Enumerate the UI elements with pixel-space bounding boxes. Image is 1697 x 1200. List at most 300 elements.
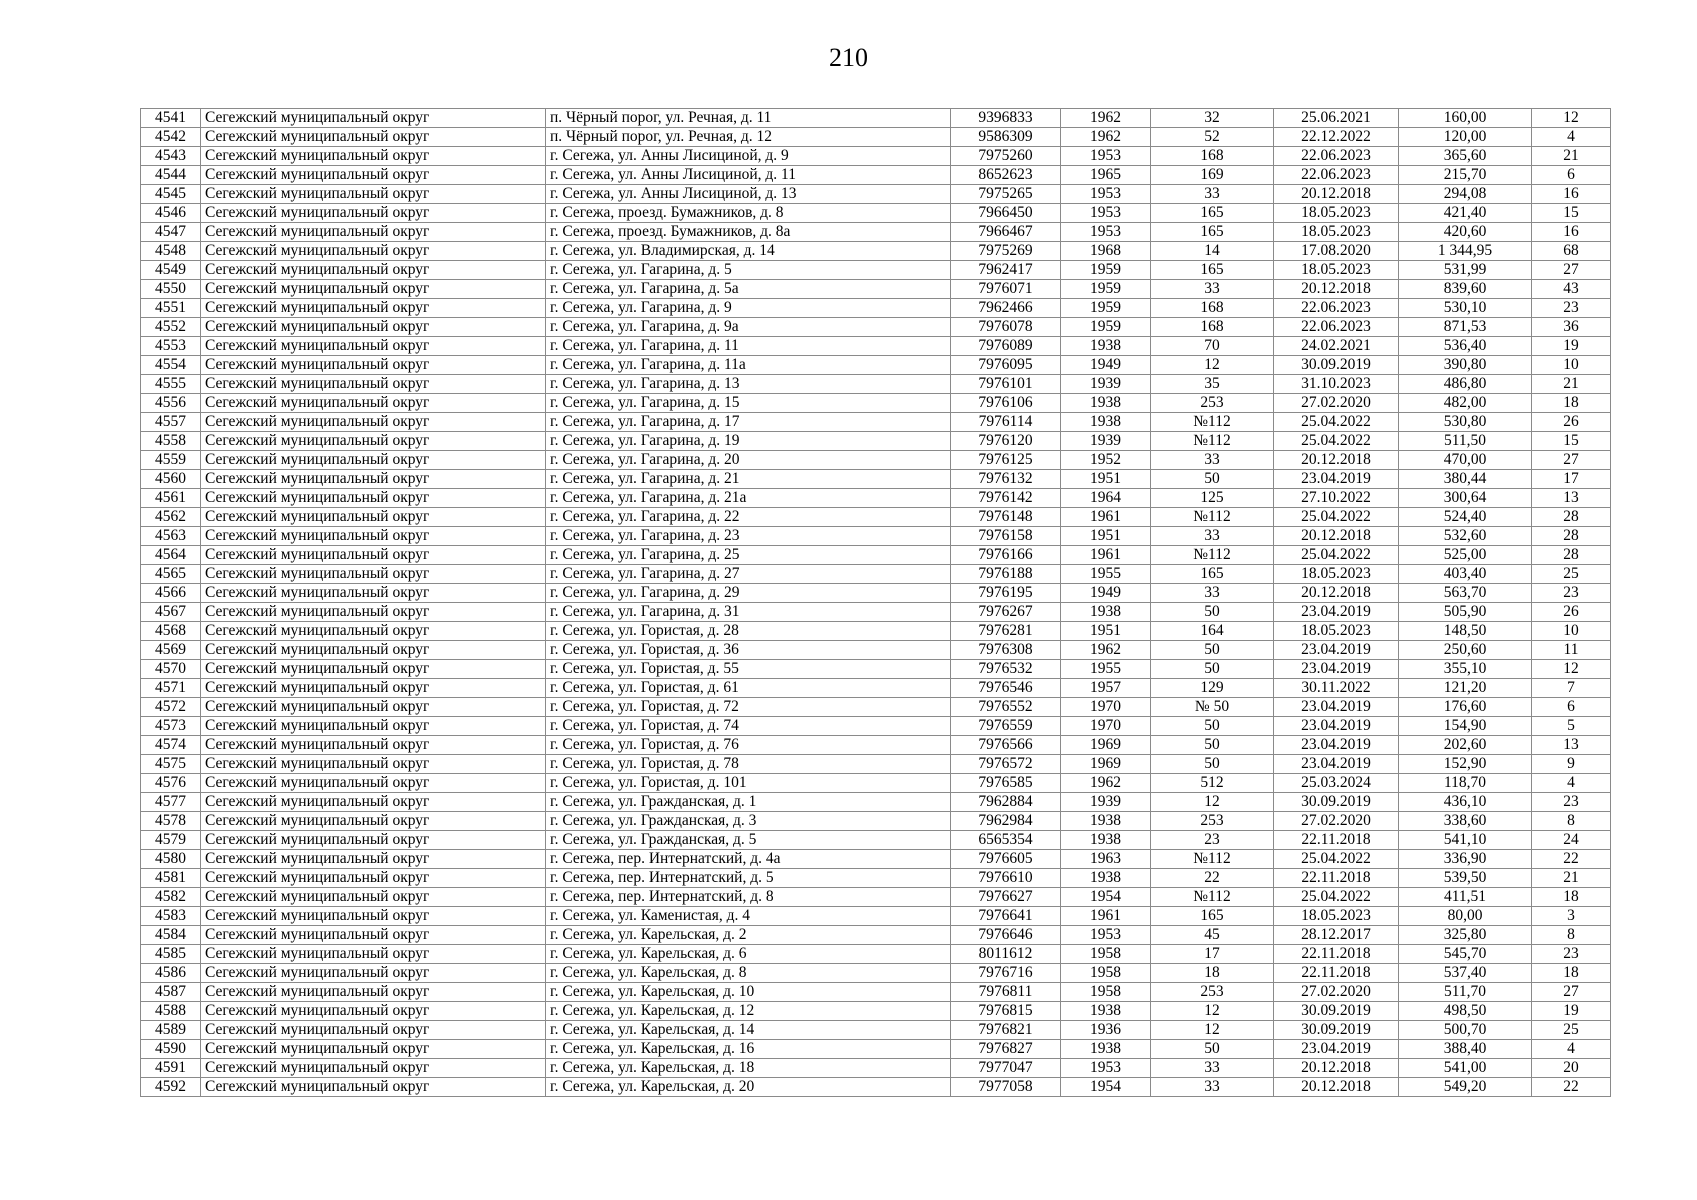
year-built-cell: 1959 <box>1061 280 1151 299</box>
residents-count-cell: 68 <box>1532 242 1611 261</box>
year-built-cell: 1936 <box>1061 1021 1151 1040</box>
table-row <box>141 945 1611 964</box>
table-row <box>141 584 1611 603</box>
table-row <box>141 755 1611 774</box>
year-built-cell: 1961 <box>1061 546 1151 565</box>
row-number-cell: 4566 <box>141 584 201 603</box>
address-cell: г. Сегежа, ул. Гористая, д. 74 <box>546 717 951 736</box>
residents-count-cell: 18 <box>1532 394 1611 413</box>
address-cell: г. Сегежа, ул. Анны Лисициной, д. 13 <box>546 185 951 204</box>
residents-count-cell: 28 <box>1532 546 1611 565</box>
municipality-cell: Сегежский муниципальный округ <box>201 508 546 527</box>
residents-count-cell: 43 <box>1532 280 1611 299</box>
area-cell: 537,40 <box>1399 964 1532 983</box>
year-built-cell: 1953 <box>1061 1059 1151 1078</box>
table-row <box>141 470 1611 489</box>
address-cell: г. Сегежа, ул. Гагарина, д. 5 <box>546 261 951 280</box>
municipality-cell: Сегежский муниципальный округ <box>201 1078 546 1097</box>
municipality-cell: Сегежский муниципальный округ <box>201 926 546 945</box>
area-cell: 80,00 <box>1399 907 1532 926</box>
municipality-cell: Сегежский муниципальный округ <box>201 375 546 394</box>
municipality-cell: Сегежский муниципальный округ <box>201 774 546 793</box>
year-built-cell: 1957 <box>1061 679 1151 698</box>
document-number-cell: № 50 <box>1151 698 1274 717</box>
year-built-cell: 1938 <box>1061 603 1151 622</box>
residents-count-cell: 28 <box>1532 527 1611 546</box>
year-built-cell: 1938 <box>1061 394 1151 413</box>
building-id-cell: 7976089 <box>951 337 1061 356</box>
address-cell: г. Сегежа, пер. Интернатский, д. 5 <box>546 869 951 888</box>
building-id-cell: 7976811 <box>951 983 1061 1002</box>
document-number-cell: 33 <box>1151 1059 1274 1078</box>
row-number-cell: 4589 <box>141 1021 201 1040</box>
building-id-cell: 7962884 <box>951 793 1061 812</box>
municipality-cell: Сегежский муниципальный округ <box>201 983 546 1002</box>
residents-count-cell: 20 <box>1532 1059 1611 1078</box>
table-row <box>141 337 1611 356</box>
document-date-cell: 20.12.2018 <box>1274 451 1399 470</box>
municipality-cell: Сегежский муниципальный округ <box>201 850 546 869</box>
municipality-cell: Сегежский муниципальный округ <box>201 964 546 983</box>
building-id-cell: 7976716 <box>951 964 1061 983</box>
year-built-cell: 1938 <box>1061 1002 1151 1021</box>
row-number-cell: 4573 <box>141 717 201 736</box>
building-id-cell: 7976585 <box>951 774 1061 793</box>
document-number-cell: №112 <box>1151 413 1274 432</box>
municipality-cell: Сегежский муниципальный округ <box>201 1059 546 1078</box>
document-date-cell: 23.04.2019 <box>1274 660 1399 679</box>
building-id-cell: 7976101 <box>951 375 1061 394</box>
document-number-cell: 164 <box>1151 622 1274 641</box>
table-row <box>141 109 1611 128</box>
row-number-cell: 4571 <box>141 679 201 698</box>
year-built-cell: 1970 <box>1061 717 1151 736</box>
area-cell: 148,50 <box>1399 622 1532 641</box>
year-built-cell: 1963 <box>1061 850 1151 869</box>
table-row <box>141 1059 1611 1078</box>
building-id-cell: 7976552 <box>951 698 1061 717</box>
area-cell: 365,60 <box>1399 147 1532 166</box>
address-cell: г. Сегежа, ул. Гражданская, д. 3 <box>546 812 951 831</box>
area-cell: 470,00 <box>1399 451 1532 470</box>
document-number-cell: 45 <box>1151 926 1274 945</box>
row-number-cell: 4562 <box>141 508 201 527</box>
area-cell: 120,00 <box>1399 128 1532 147</box>
document-number-cell: 52 <box>1151 128 1274 147</box>
document-number-cell: 129 <box>1151 679 1274 698</box>
building-id-cell: 7966450 <box>951 204 1061 223</box>
row-number-cell: 4582 <box>141 888 201 907</box>
document-date-cell: 20.12.2018 <box>1274 185 1399 204</box>
document-date-cell: 25.04.2022 <box>1274 850 1399 869</box>
building-id-cell: 7975269 <box>951 242 1061 261</box>
area-cell: 531,99 <box>1399 261 1532 280</box>
address-cell: г. Сегежа, ул. Карельская, д. 18 <box>546 1059 951 1078</box>
area-cell: 524,40 <box>1399 508 1532 527</box>
document-date-cell: 25.04.2022 <box>1274 413 1399 432</box>
residents-count-cell: 19 <box>1532 1002 1611 1021</box>
row-number-cell: 4585 <box>141 945 201 964</box>
area-cell: 152,90 <box>1399 755 1532 774</box>
area-cell: 482,00 <box>1399 394 1532 413</box>
document-number-cell: 12 <box>1151 1002 1274 1021</box>
area-cell: 505,90 <box>1399 603 1532 622</box>
document-date-cell: 23.04.2019 <box>1274 470 1399 489</box>
area-cell: 202,60 <box>1399 736 1532 755</box>
residents-count-cell: 25 <box>1532 1021 1611 1040</box>
area-cell: 380,44 <box>1399 470 1532 489</box>
building-id-cell: 7976195 <box>951 584 1061 603</box>
row-number-cell: 4546 <box>141 204 201 223</box>
area-cell: 118,70 <box>1399 774 1532 793</box>
address-cell: г. Сегежа, ул. Гагарина, д. 20 <box>546 451 951 470</box>
year-built-cell: 1953 <box>1061 204 1151 223</box>
building-id-cell: 7976572 <box>951 755 1061 774</box>
address-cell: г. Сегежа, ул. Гористая, д. 36 <box>546 641 951 660</box>
table-row <box>141 204 1611 223</box>
document-date-cell: 31.10.2023 <box>1274 375 1399 394</box>
residents-count-cell: 24 <box>1532 831 1611 850</box>
building-id-cell: 7976120 <box>951 432 1061 451</box>
residents-count-cell: 6 <box>1532 166 1611 185</box>
document-date-cell: 22.11.2018 <box>1274 869 1399 888</box>
row-number-cell: 4570 <box>141 660 201 679</box>
area-cell: 536,40 <box>1399 337 1532 356</box>
residents-count-cell: 25 <box>1532 565 1611 584</box>
residents-count-cell: 15 <box>1532 432 1611 451</box>
building-id-cell: 7962984 <box>951 812 1061 831</box>
year-built-cell: 1939 <box>1061 793 1151 812</box>
year-built-cell: 1939 <box>1061 432 1151 451</box>
residents-count-cell: 7 <box>1532 679 1611 698</box>
document-number-cell: 165 <box>1151 204 1274 223</box>
row-number-cell: 4554 <box>141 356 201 375</box>
document-number-cell: 33 <box>1151 185 1274 204</box>
area-cell: 176,60 <box>1399 698 1532 717</box>
municipality-cell: Сегежский муниципальный округ <box>201 185 546 204</box>
address-cell: г. Сегежа, ул. Карельская, д. 2 <box>546 926 951 945</box>
document-number-cell: №112 <box>1151 546 1274 565</box>
residents-count-cell: 5 <box>1532 717 1611 736</box>
row-number-cell: 4550 <box>141 280 201 299</box>
document-number-cell: 50 <box>1151 736 1274 755</box>
municipality-cell: Сегежский муниципальный округ <box>201 546 546 565</box>
residents-count-cell: 9 <box>1532 755 1611 774</box>
document-number-cell: 165 <box>1151 565 1274 584</box>
row-number-cell: 4569 <box>141 641 201 660</box>
table-row <box>141 318 1611 337</box>
table-row <box>141 888 1611 907</box>
residents-count-cell: 16 <box>1532 185 1611 204</box>
row-number-cell: 4567 <box>141 603 201 622</box>
document-date-cell: 30.09.2019 <box>1274 356 1399 375</box>
table-row <box>141 394 1611 413</box>
year-built-cell: 1938 <box>1061 337 1151 356</box>
document-date-cell: 22.06.2023 <box>1274 166 1399 185</box>
municipality-cell: Сегежский муниципальный округ <box>201 451 546 470</box>
address-cell: г. Сегежа, ул. Гагарина, д. 9 <box>546 299 951 318</box>
year-built-cell: 1949 <box>1061 356 1151 375</box>
year-built-cell: 1964 <box>1061 489 1151 508</box>
table-body <box>141 109 1611 1097</box>
document-date-cell: 27.02.2020 <box>1274 983 1399 1002</box>
municipality-cell: Сегежский муниципальный округ <box>201 489 546 508</box>
area-cell: 403,40 <box>1399 565 1532 584</box>
table-row <box>141 261 1611 280</box>
row-number-cell: 4578 <box>141 812 201 831</box>
document-number-cell: 165 <box>1151 261 1274 280</box>
year-built-cell: 1939 <box>1061 375 1151 394</box>
document-date-cell: 24.02.2021 <box>1274 337 1399 356</box>
document-date-cell: 25.04.2022 <box>1274 546 1399 565</box>
year-built-cell: 1938 <box>1061 831 1151 850</box>
row-number-cell: 4563 <box>141 527 201 546</box>
residents-count-cell: 13 <box>1532 736 1611 755</box>
document-number-cell: 50 <box>1151 717 1274 736</box>
address-cell: г. Сегежа, ул. Гагарина, д. 22 <box>546 508 951 527</box>
document-number-cell: 50 <box>1151 755 1274 774</box>
municipality-cell: Сегежский муниципальный округ <box>201 432 546 451</box>
table-row <box>141 869 1611 888</box>
residents-count-cell: 23 <box>1532 584 1611 603</box>
area-cell: 421,40 <box>1399 204 1532 223</box>
address-cell: г. Сегежа, пер. Интернатский, д. 4а <box>546 850 951 869</box>
municipality-cell: Сегежский муниципальный округ <box>201 584 546 603</box>
residents-count-cell: 27 <box>1532 261 1611 280</box>
municipality-cell: Сегежский муниципальный округ <box>201 660 546 679</box>
building-id-cell: 7976188 <box>951 565 1061 584</box>
building-id-cell: 7966467 <box>951 223 1061 242</box>
document-number-cell: 50 <box>1151 470 1274 489</box>
year-built-cell: 1965 <box>1061 166 1151 185</box>
area-cell: 541,10 <box>1399 831 1532 850</box>
table-row <box>141 527 1611 546</box>
municipality-cell: Сегежский муниципальный округ <box>201 888 546 907</box>
municipality-cell: Сегежский муниципальный округ <box>201 413 546 432</box>
address-cell: г. Сегежа, ул. Карельская, д. 14 <box>546 1021 951 1040</box>
document-number-cell: 33 <box>1151 584 1274 603</box>
address-cell: г. Сегежа, ул. Гористая, д. 61 <box>546 679 951 698</box>
area-cell: 498,50 <box>1399 1002 1532 1021</box>
table-row <box>141 907 1611 926</box>
document-date-cell: 22.11.2018 <box>1274 964 1399 983</box>
table-row <box>141 793 1611 812</box>
table-row <box>141 508 1611 527</box>
residents-count-cell: 26 <box>1532 413 1611 432</box>
municipality-cell: Сегежский муниципальный округ <box>201 1021 546 1040</box>
area-cell: 388,40 <box>1399 1040 1532 1059</box>
area-cell: 411,51 <box>1399 888 1532 907</box>
document-number-cell: №112 <box>1151 850 1274 869</box>
document-date-cell: 22.11.2018 <box>1274 945 1399 964</box>
row-number-cell: 4574 <box>141 736 201 755</box>
document-date-cell: 20.12.2018 <box>1274 1059 1399 1078</box>
residents-count-cell: 27 <box>1532 451 1611 470</box>
year-built-cell: 1969 <box>1061 736 1151 755</box>
document-number-cell: 168 <box>1151 299 1274 318</box>
table-row <box>141 356 1611 375</box>
row-number-cell: 4558 <box>141 432 201 451</box>
address-cell: г. Сегежа, проезд. Бумажников, д. 8 <box>546 204 951 223</box>
document-date-cell: 23.04.2019 <box>1274 1040 1399 1059</box>
document-date-cell: 22.06.2023 <box>1274 318 1399 337</box>
building-id-cell: 7975260 <box>951 147 1061 166</box>
table-row <box>141 147 1611 166</box>
table-row <box>141 432 1611 451</box>
address-cell: г. Сегежа, ул. Гагарина, д. 21 <box>546 470 951 489</box>
address-cell: г. Сегежа, ул. Гагарина, д. 5а <box>546 280 951 299</box>
year-built-cell: 1970 <box>1061 698 1151 717</box>
residents-count-cell: 12 <box>1532 660 1611 679</box>
address-cell: г. Сегежа, ул. Карельская, д. 16 <box>546 1040 951 1059</box>
document-date-cell: 25.04.2022 <box>1274 888 1399 907</box>
document-number-cell: 165 <box>1151 223 1274 242</box>
document-number-cell: 22 <box>1151 869 1274 888</box>
municipality-cell: Сегежский муниципальный округ <box>201 128 546 147</box>
document-date-cell: 22.11.2018 <box>1274 831 1399 850</box>
table-row <box>141 1078 1611 1097</box>
year-built-cell: 1955 <box>1061 660 1151 679</box>
document-number-cell: 33 <box>1151 527 1274 546</box>
building-id-cell: 6565354 <box>951 831 1061 850</box>
table-row <box>141 641 1611 660</box>
municipality-cell: Сегежский муниципальный округ <box>201 527 546 546</box>
address-cell: г. Сегежа, ул. Анны Лисициной, д. 9 <box>546 147 951 166</box>
table-row <box>141 717 1611 736</box>
residents-count-cell: 23 <box>1532 945 1611 964</box>
municipality-cell: Сегежский муниципальный округ <box>201 299 546 318</box>
year-built-cell: 1955 <box>1061 565 1151 584</box>
area-cell: 215,70 <box>1399 166 1532 185</box>
table-row <box>141 489 1611 508</box>
document-number-cell: 125 <box>1151 489 1274 508</box>
municipality-cell: Сегежский муниципальный округ <box>201 147 546 166</box>
municipality-cell: Сегежский муниципальный округ <box>201 831 546 850</box>
address-cell: г. Сегежа, ул. Карельская, д. 6 <box>546 945 951 964</box>
area-cell: 300,64 <box>1399 489 1532 508</box>
building-id-cell: 7976646 <box>951 926 1061 945</box>
document-number-cell: №112 <box>1151 432 1274 451</box>
document-number-cell: 253 <box>1151 812 1274 831</box>
year-built-cell: 1951 <box>1061 527 1151 546</box>
document-number-cell: 14 <box>1151 242 1274 261</box>
year-built-cell: 1953 <box>1061 926 1151 945</box>
residents-count-cell: 19 <box>1532 337 1611 356</box>
address-cell: г. Сегежа, ул. Гагарина, д. 11а <box>546 356 951 375</box>
document-date-cell: 23.04.2019 <box>1274 736 1399 755</box>
building-id-cell: 7976125 <box>951 451 1061 470</box>
year-built-cell: 1949 <box>1061 584 1151 603</box>
area-cell: 436,10 <box>1399 793 1532 812</box>
document-date-cell: 23.04.2019 <box>1274 603 1399 622</box>
document-number-cell: 512 <box>1151 774 1274 793</box>
address-cell: г. Сегежа, ул. Карельская, д. 8 <box>546 964 951 983</box>
document-number-cell: 50 <box>1151 641 1274 660</box>
municipality-cell: Сегежский муниципальный округ <box>201 565 546 584</box>
residents-count-cell: 23 <box>1532 299 1611 318</box>
table-row <box>141 679 1611 698</box>
address-cell: г. Сегежа, ул. Каменистая, д. 4 <box>546 907 951 926</box>
area-cell: 532,60 <box>1399 527 1532 546</box>
document-date-cell: 18.05.2023 <box>1274 223 1399 242</box>
residents-count-cell: 27 <box>1532 983 1611 1002</box>
area-cell: 500,70 <box>1399 1021 1532 1040</box>
address-cell: г. Сегежа, ул. Гористая, д. 72 <box>546 698 951 717</box>
year-built-cell: 1959 <box>1061 261 1151 280</box>
address-cell: г. Сегежа, ул. Гагарина, д. 13 <box>546 375 951 394</box>
table-row <box>141 299 1611 318</box>
building-id-cell: 7976132 <box>951 470 1061 489</box>
residents-count-cell: 13 <box>1532 489 1611 508</box>
residents-count-cell: 8 <box>1532 926 1611 945</box>
address-cell: г. Сегежа, ул. Гагарина, д. 23 <box>546 527 951 546</box>
document-number-cell: 12 <box>1151 356 1274 375</box>
document-date-cell: 30.09.2019 <box>1274 1021 1399 1040</box>
housing-registry-table <box>140 108 1611 1097</box>
area-cell: 154,90 <box>1399 717 1532 736</box>
table-row <box>141 1002 1611 1021</box>
municipality-cell: Сегежский муниципальный округ <box>201 337 546 356</box>
residents-count-cell: 8 <box>1532 812 1611 831</box>
area-cell: 160,00 <box>1399 109 1532 128</box>
table-row <box>141 774 1611 793</box>
document-date-cell: 20.12.2018 <box>1274 1078 1399 1097</box>
year-built-cell: 1951 <box>1061 622 1151 641</box>
municipality-cell: Сегежский муниципальный округ <box>201 603 546 622</box>
building-id-cell: 7977058 <box>951 1078 1061 1097</box>
year-built-cell: 1954 <box>1061 888 1151 907</box>
document-number-cell: 253 <box>1151 983 1274 1002</box>
residents-count-cell: 22 <box>1532 850 1611 869</box>
residents-count-cell: 16 <box>1532 223 1611 242</box>
address-cell: г. Сегежа, ул. Гагарина, д. 17 <box>546 413 951 432</box>
document-date-cell: 20.12.2018 <box>1274 584 1399 603</box>
row-number-cell: 4553 <box>141 337 201 356</box>
year-built-cell: 1958 <box>1061 983 1151 1002</box>
building-id-cell: 7976148 <box>951 508 1061 527</box>
residents-count-cell: 10 <box>1532 356 1611 375</box>
area-cell: 511,50 <box>1399 432 1532 451</box>
address-cell: г. Сегежа, ул. Гагарина, д. 29 <box>546 584 951 603</box>
year-built-cell: 1938 <box>1061 812 1151 831</box>
document-date-cell: 23.04.2019 <box>1274 717 1399 736</box>
residents-count-cell: 3 <box>1532 907 1611 926</box>
year-built-cell: 1953 <box>1061 223 1151 242</box>
document-number-cell: 165 <box>1151 907 1274 926</box>
area-cell: 294,08 <box>1399 185 1532 204</box>
row-number-cell: 4577 <box>141 793 201 812</box>
area-cell: 338,60 <box>1399 812 1532 831</box>
municipality-cell: Сегежский муниципальный округ <box>201 869 546 888</box>
residents-count-cell: 10 <box>1532 622 1611 641</box>
table-row <box>141 166 1611 185</box>
row-number-cell: 4543 <box>141 147 201 166</box>
area-cell: 121,20 <box>1399 679 1532 698</box>
document-number-cell: 23 <box>1151 831 1274 850</box>
document-number-cell: 12 <box>1151 1021 1274 1040</box>
municipality-cell: Сегежский муниципальный округ <box>201 109 546 128</box>
year-built-cell: 1938 <box>1061 413 1151 432</box>
document-date-cell: 18.05.2023 <box>1274 622 1399 641</box>
area-cell: 355,10 <box>1399 660 1532 679</box>
municipality-cell: Сегежский муниципальный округ <box>201 166 546 185</box>
residents-count-cell: 6 <box>1532 698 1611 717</box>
residents-count-cell: 21 <box>1532 869 1611 888</box>
municipality-cell: Сегежский муниципальный округ <box>201 204 546 223</box>
municipality-cell: Сегежский муниципальный округ <box>201 736 546 755</box>
row-number-cell: 4551 <box>141 299 201 318</box>
document-date-cell: 30.09.2019 <box>1274 793 1399 812</box>
